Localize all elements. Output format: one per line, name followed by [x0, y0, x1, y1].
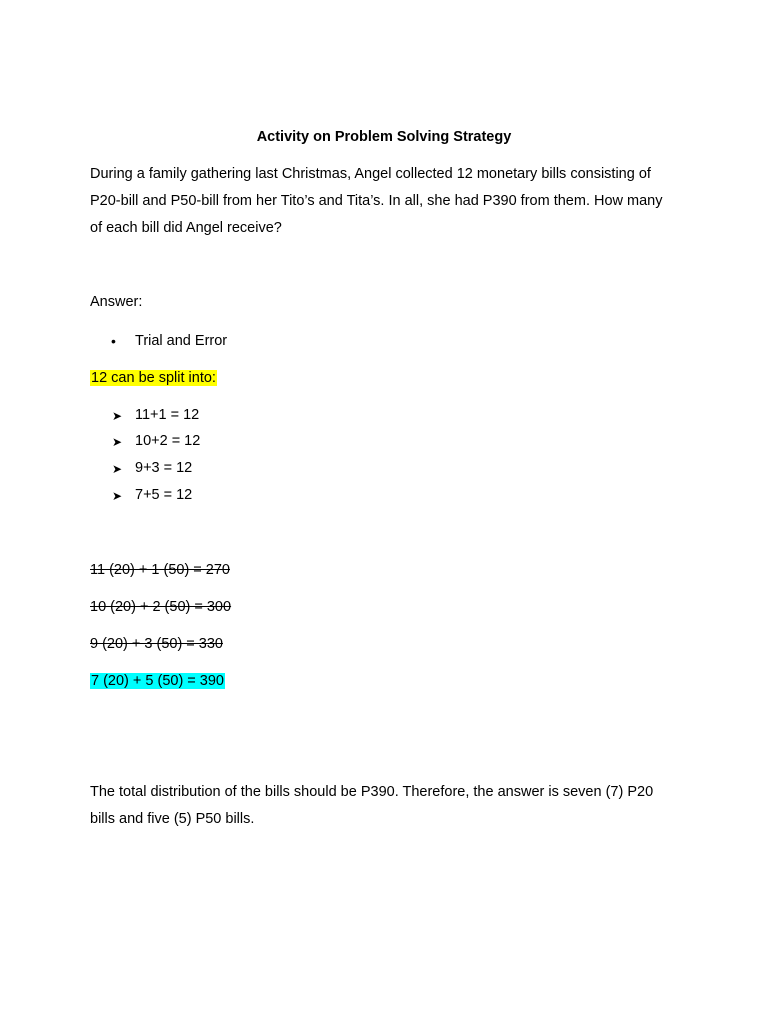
split-item: 9+3 = 12 — [135, 460, 193, 476]
document-title: Activity on Problem Solving Strategy — [256, 129, 512, 145]
answer-label: Answer: — [90, 294, 143, 310]
trial-rejected-3: 9 (20) + 3 (50) = 330 — [90, 636, 223, 652]
bullet-dot-icon: • — [111, 333, 116, 349]
split-heading — [90, 370, 217, 386]
problem-line-1: During a family gathering last Christmas, Angel collected 12 monetary bills consisting of — [90, 166, 651, 182]
split-item: 11+1 = 12 — [135, 407, 200, 423]
trial-rejected-1: 11 (20) + 1 (50) = 270 — [90, 562, 230, 578]
trial-correct — [90, 673, 225, 689]
strategy-bullet: Trial and Error — [135, 333, 228, 349]
problem-line-3: of each bill did Angel receive? — [90, 220, 282, 236]
trial-correct-text: 7 (20) + 5 (50) = 390 — [91, 673, 224, 689]
split-item: 10+2 = 12 — [135, 433, 201, 449]
arrow-bullet-icon: ➤ — [112, 409, 123, 423]
trial-rejected-2: 10 (20) + 2 (50) = 300 — [90, 599, 232, 615]
conclusion-line-1: The total distribution of the bills should be P390. Therefore, the answer is seven (7) P20 — [90, 784, 654, 800]
problem-line-2: P20-bill and P50-bill from her Tito’s and Tita’s. In all, she had P390 from them. How many — [90, 193, 663, 209]
arrow-bullet-icon: ➤ — [112, 462, 123, 476]
conclusion-line-2: bills and five (5) P50 bills. — [90, 811, 255, 827]
split-heading-text: 12 can be split into: — [91, 370, 216, 386]
split-item: 7+5 = 12 — [135, 487, 193, 503]
arrow-bullet-icon: ➤ — [112, 435, 123, 449]
arrow-bullet-icon: ➤ — [112, 489, 123, 503]
